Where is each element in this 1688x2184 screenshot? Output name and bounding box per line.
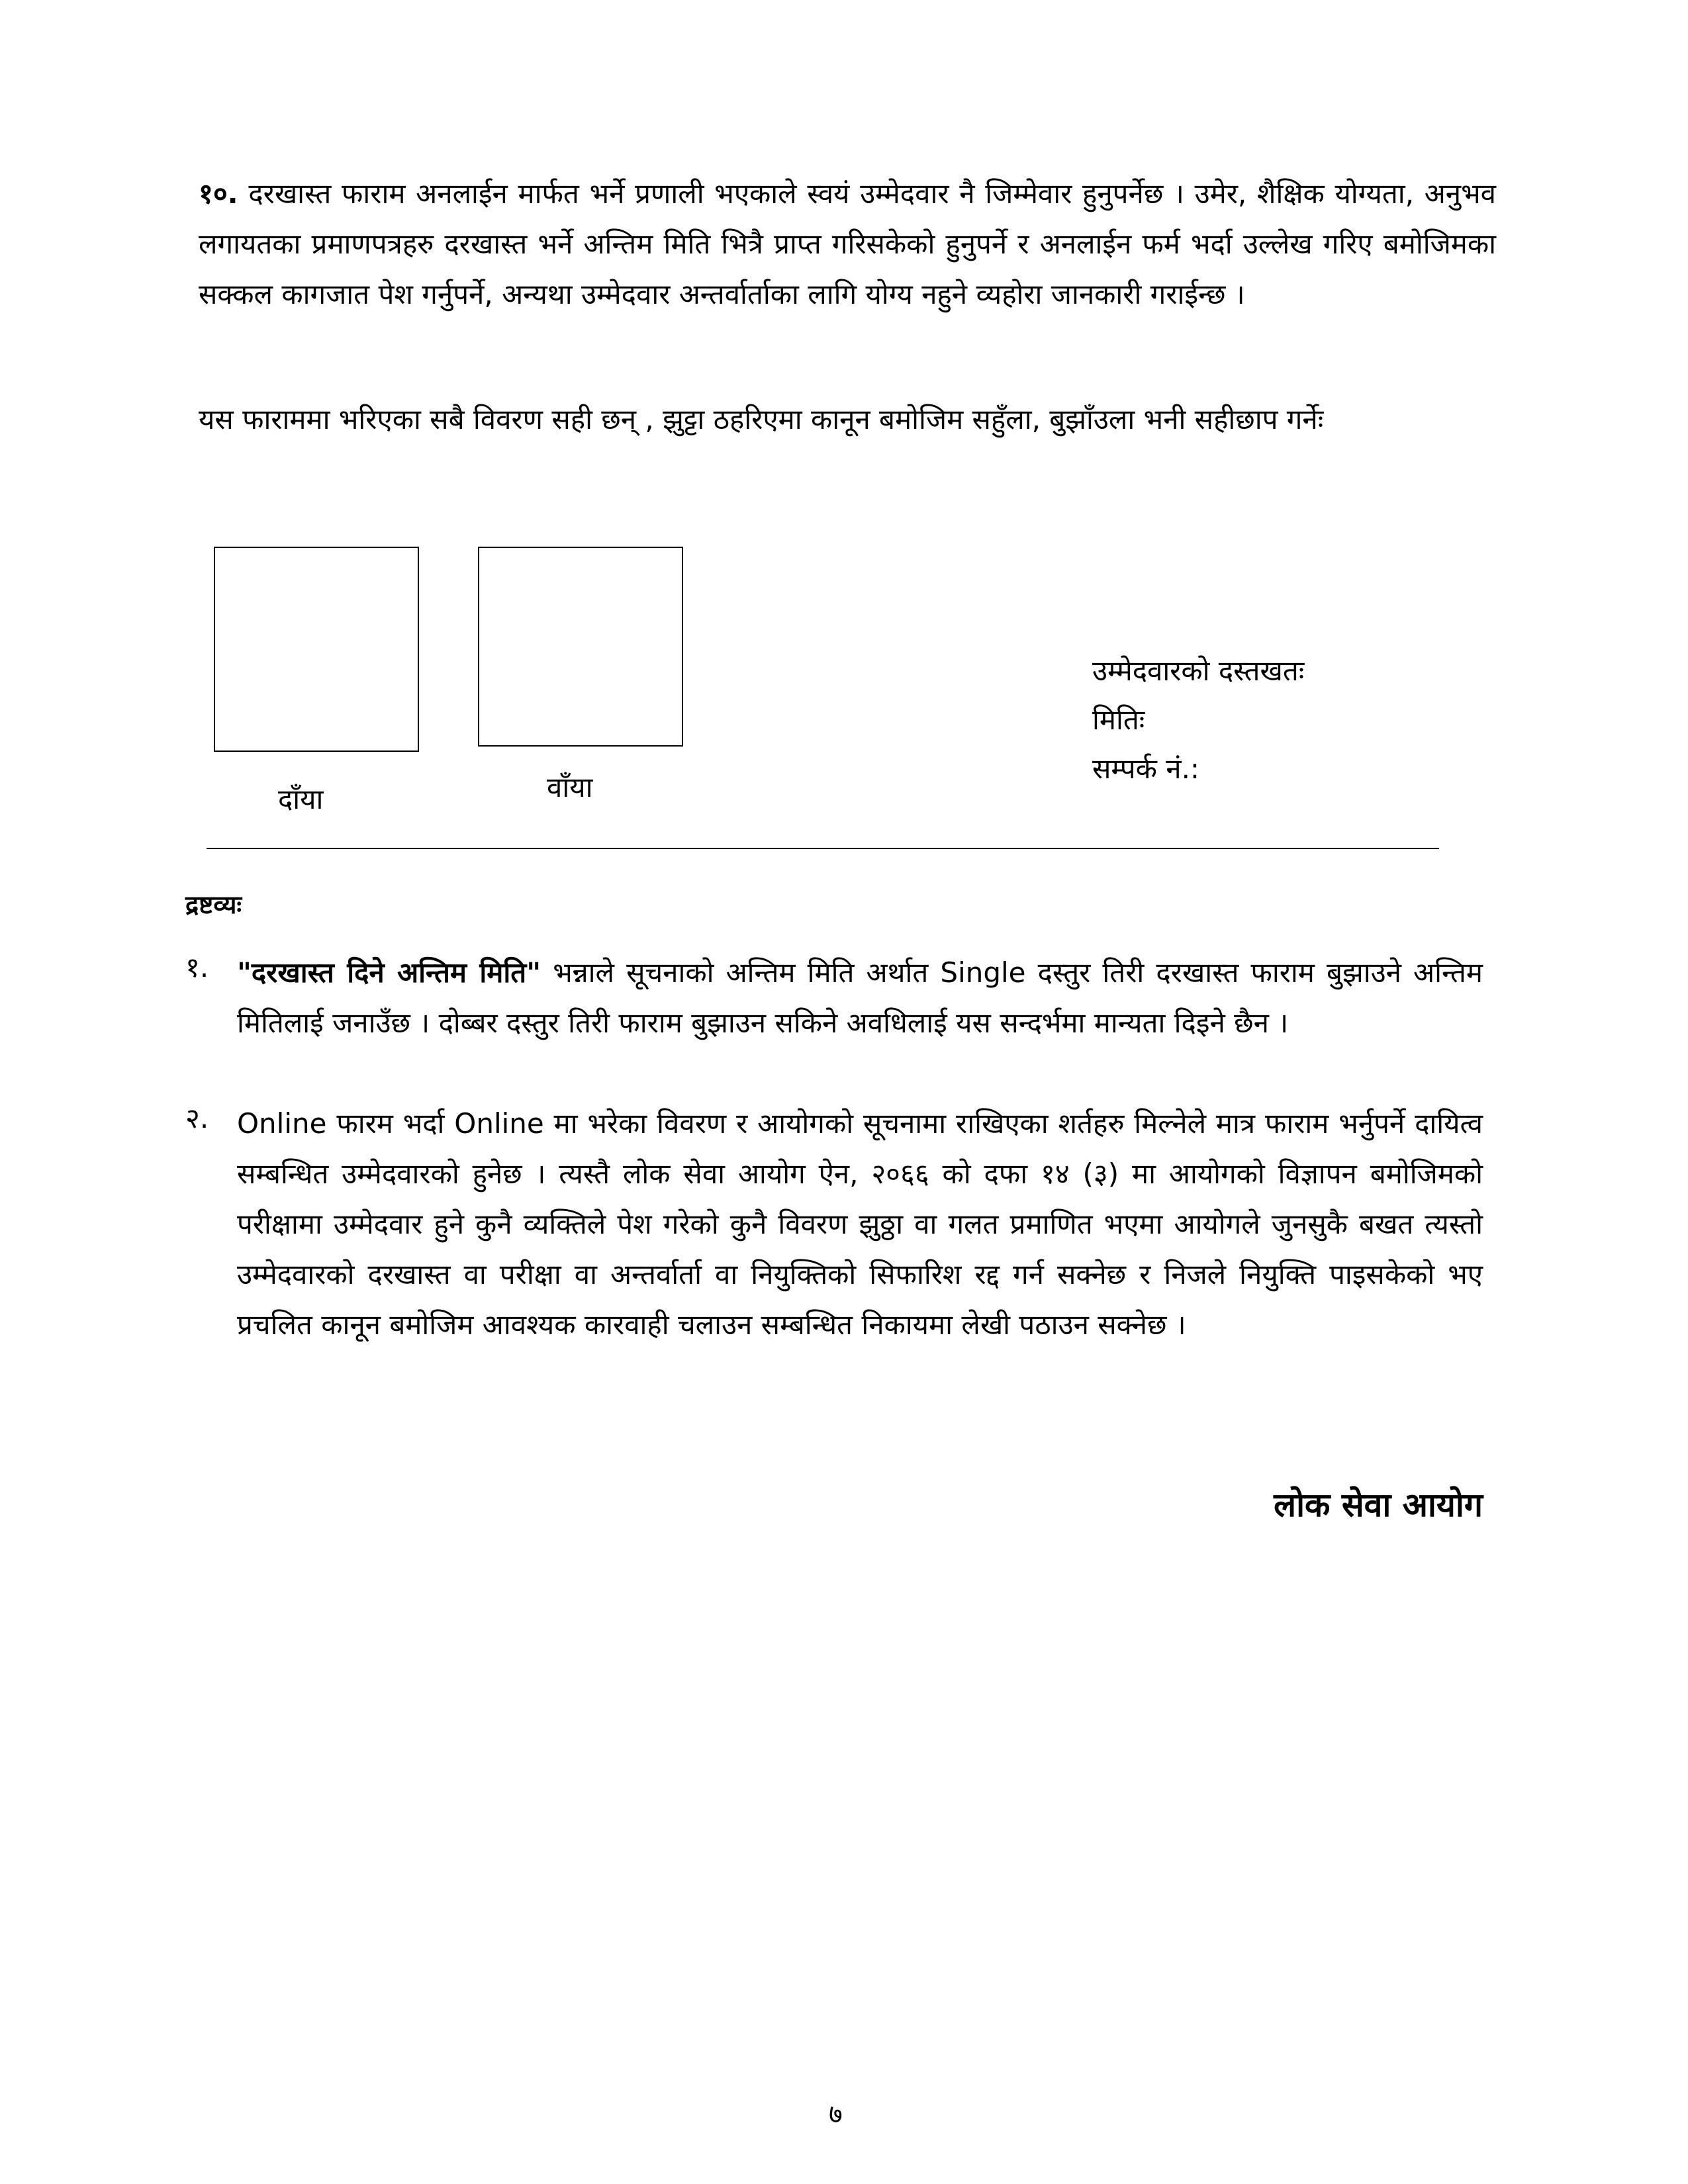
note-1-body: भन्नाले सूचनाको अन्तिम मिति अर्थात Single दस्तुर तिरी दरखास्त फाराम बुझाउने अन्तिम मितिलाई जनाउँछ । दोब्बर दस्तुर तिरी फाराम बुझाउन सकिने अवधिलाई यस सन्दर्भमा मान्यता दिइने छैन । — [237, 956, 1483, 1039]
section-divider — [207, 848, 1439, 849]
page-number: ७ — [829, 2099, 843, 2130]
item-10-number: १०. — [199, 177, 238, 210]
left-thumbprint-box — [478, 547, 683, 747]
note-2-number: २. — [185, 1102, 209, 1134]
note-1-bold-term: "दरखास्त दिने अन्तिम मिति" — [237, 956, 541, 989]
note-1-text — [237, 948, 1483, 1048]
declaration-text: यस फाराममा भरिएका सबै विवरण सही छन् , झुट्टा ठहरिएमा कानून बमोजिम सहुँला, बुझाँउला भनी सहीछाप गर्नेः — [199, 403, 1324, 435]
note-2-text: Online फारम भर्दा Online मा भरेका विवरण र आयोगको सूचनामा राखिएका शर्तहरु मिल्नेले मात्र फाराम भर्नुपर्ने दायित्व सम्बन्धित उम्मेदवारको हुनेछ । त्यस्तै लोक सेवा आयोग ऐन, २०६६ को दफा १४ (३) मा आयोगको विज्ञापन बमोजिमको परीक्षामा उम्मेदवार हुने कुनै व्यक्तिले पेश गरेको कुनै विवरण झुठ्ठा वा गलत प्रमाणित भएमा आयोगले जुनसुकै बखत त्यस्तो उम्मेदवारको दरखास्त वा परीक्षा वा अन्तर्वार्ता वा नियुक्तिको सिफारिश रद्द गर्न सक्नेछ र निजले नियुक्ति पाइसकेको भए प्रचलित कानून बमोजिम आवश्यक कारवाही चलाउन सम्बन्धित निकायमा लेखी पठाउन सक्नेछ । — [237, 1107, 1483, 1341]
note-1-number: १. — [185, 951, 209, 983]
organization-name: लोक सेवा आयोग — [1274, 1486, 1483, 1524]
right-thumbprint-label: दाँया — [278, 783, 324, 815]
date-label: मितिः — [1092, 704, 1145, 736]
contact-number-label: सम्पर्क नं.: — [1092, 752, 1200, 785]
right-thumbprint-box — [214, 547, 419, 752]
left-thumbprint-label: वाँया — [547, 771, 593, 803]
item-10-paragraph — [199, 169, 1496, 320]
item-10-text: दरखास्त फाराम अनलाईन मार्फत भर्ने प्रणाली भएकाले स्वयं उम्मेदवार नै जिम्मेवार हुनुपर्नेछ । उमेर, शैक्षिक योग्यता, अनुभव लगायतका प्रमाणपत्रहरु दरखास्त भर्ने अन्तिम मिति भित्रै प्राप्त गरिसकेको हुनुपर्ने र अनलाईन फर्म भर्दा उल्लेख गरिए बमोजिमका सक्कल कागजात पेश गर्नुपर्ने, अन्यथा उम्मेदवार अन्तर्वार्ताका लागि योग्य नहुने व्यहोरा जानकारी गराईन्छ । — [199, 177, 1496, 310]
notes-heading: द्रष्टव्यः — [185, 890, 242, 919]
signature-label: उम्मेदवारको दस्तखतः — [1092, 655, 1305, 687]
